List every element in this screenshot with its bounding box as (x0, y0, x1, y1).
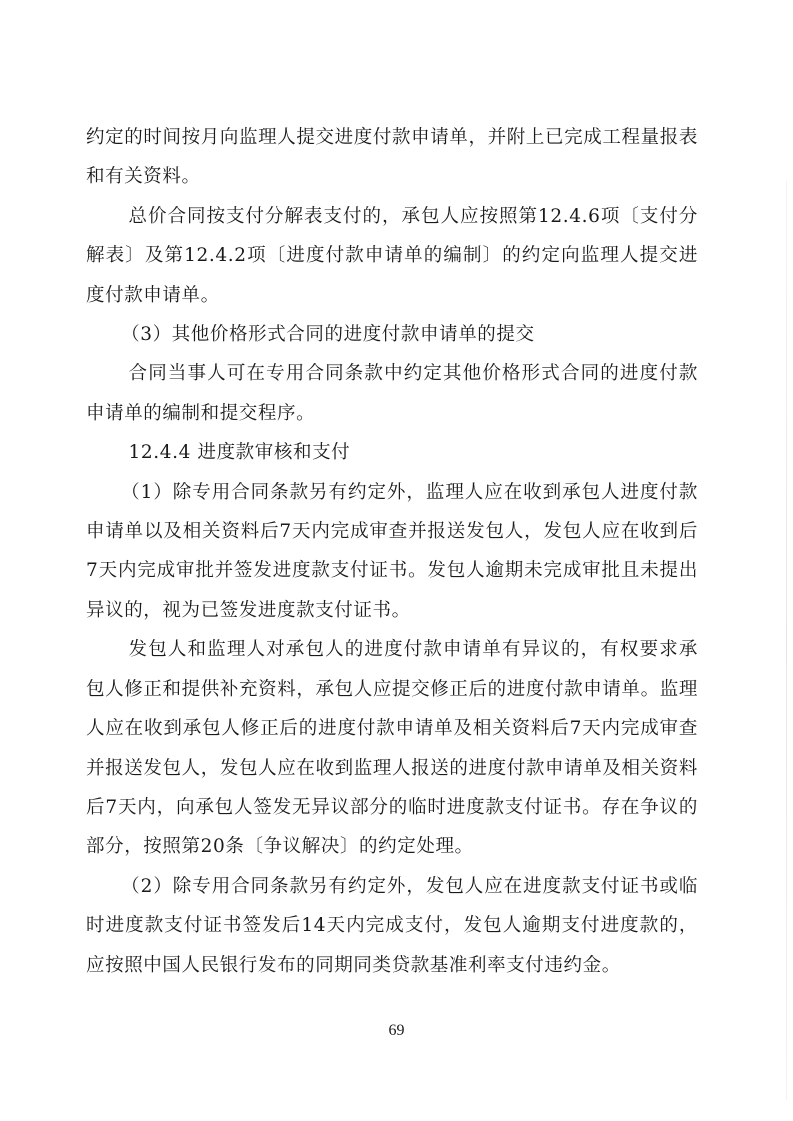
paragraph-8: （2）除专用合同条款另有约定外，发包人应在进度款支付证书或临时进度款支付证书签发后14天内完成支付，发包人逾期支付进度款的，应按照中国人民银行发布的同期同类贷款基准利率支付违约金。 (86, 875, 698, 976)
page-edge-shadow (786, 180, 787, 1100)
paragraph-2: 总价合同按支付分解表支付的，承包人应按照第12.4.6项〔支付分解表〕及第12.4.2项〔进度付款申请单的编制〕的约定向监理人提交进度付款申请单。 (86, 205, 698, 306)
section-heading-12-4-4: 12.4.4 进度款审核和支付 (128, 442, 351, 464)
page-number: 69 (388, 1022, 405, 1039)
paragraph-3-heading: （3）其他价格形式合同的进度付款申请单的提交 (121, 324, 535, 346)
paragraph-6: （1）除专用合同条款另有约定外，监理人应在收到承包人进度付款申请单以及相关资料后7天内完成审查并报送发包人，发包人应在收到后7天内完成审批并签发进度款支付证书。发包人逾期未完成审批且未提出异议的，视为已签发进度款支付证书。 (86, 481, 698, 621)
paragraph-4: 合同当事人可在专用合同条款中约定其他价格形式合同的进度付款申请单的编制和提交程序。 (86, 363, 698, 424)
paragraph-1: 约定的时间按月向监理人提交进度付款申请单，并附上已完成工程量报表和有关资料。 (86, 127, 698, 188)
body-text (86, 118, 698, 985)
paragraph-7: 发包人和监理人对承包人的进度付款申请单有异议的，有权要求承包人修正和提供补充资料，承包人应提交修正后的进度付款申请单。监理人应在收到承包人修正后的进度付款申请单及相关资料后7天内完成审查并报送发包人，发包人应在收到监理人报送的进度付款申请单及相关资料后7天内，向承包人签发无异议部分的临时进度款支付证书。存在争议的部分，按照第20条〔争议解决〕的约定处理。 (86, 639, 698, 858)
